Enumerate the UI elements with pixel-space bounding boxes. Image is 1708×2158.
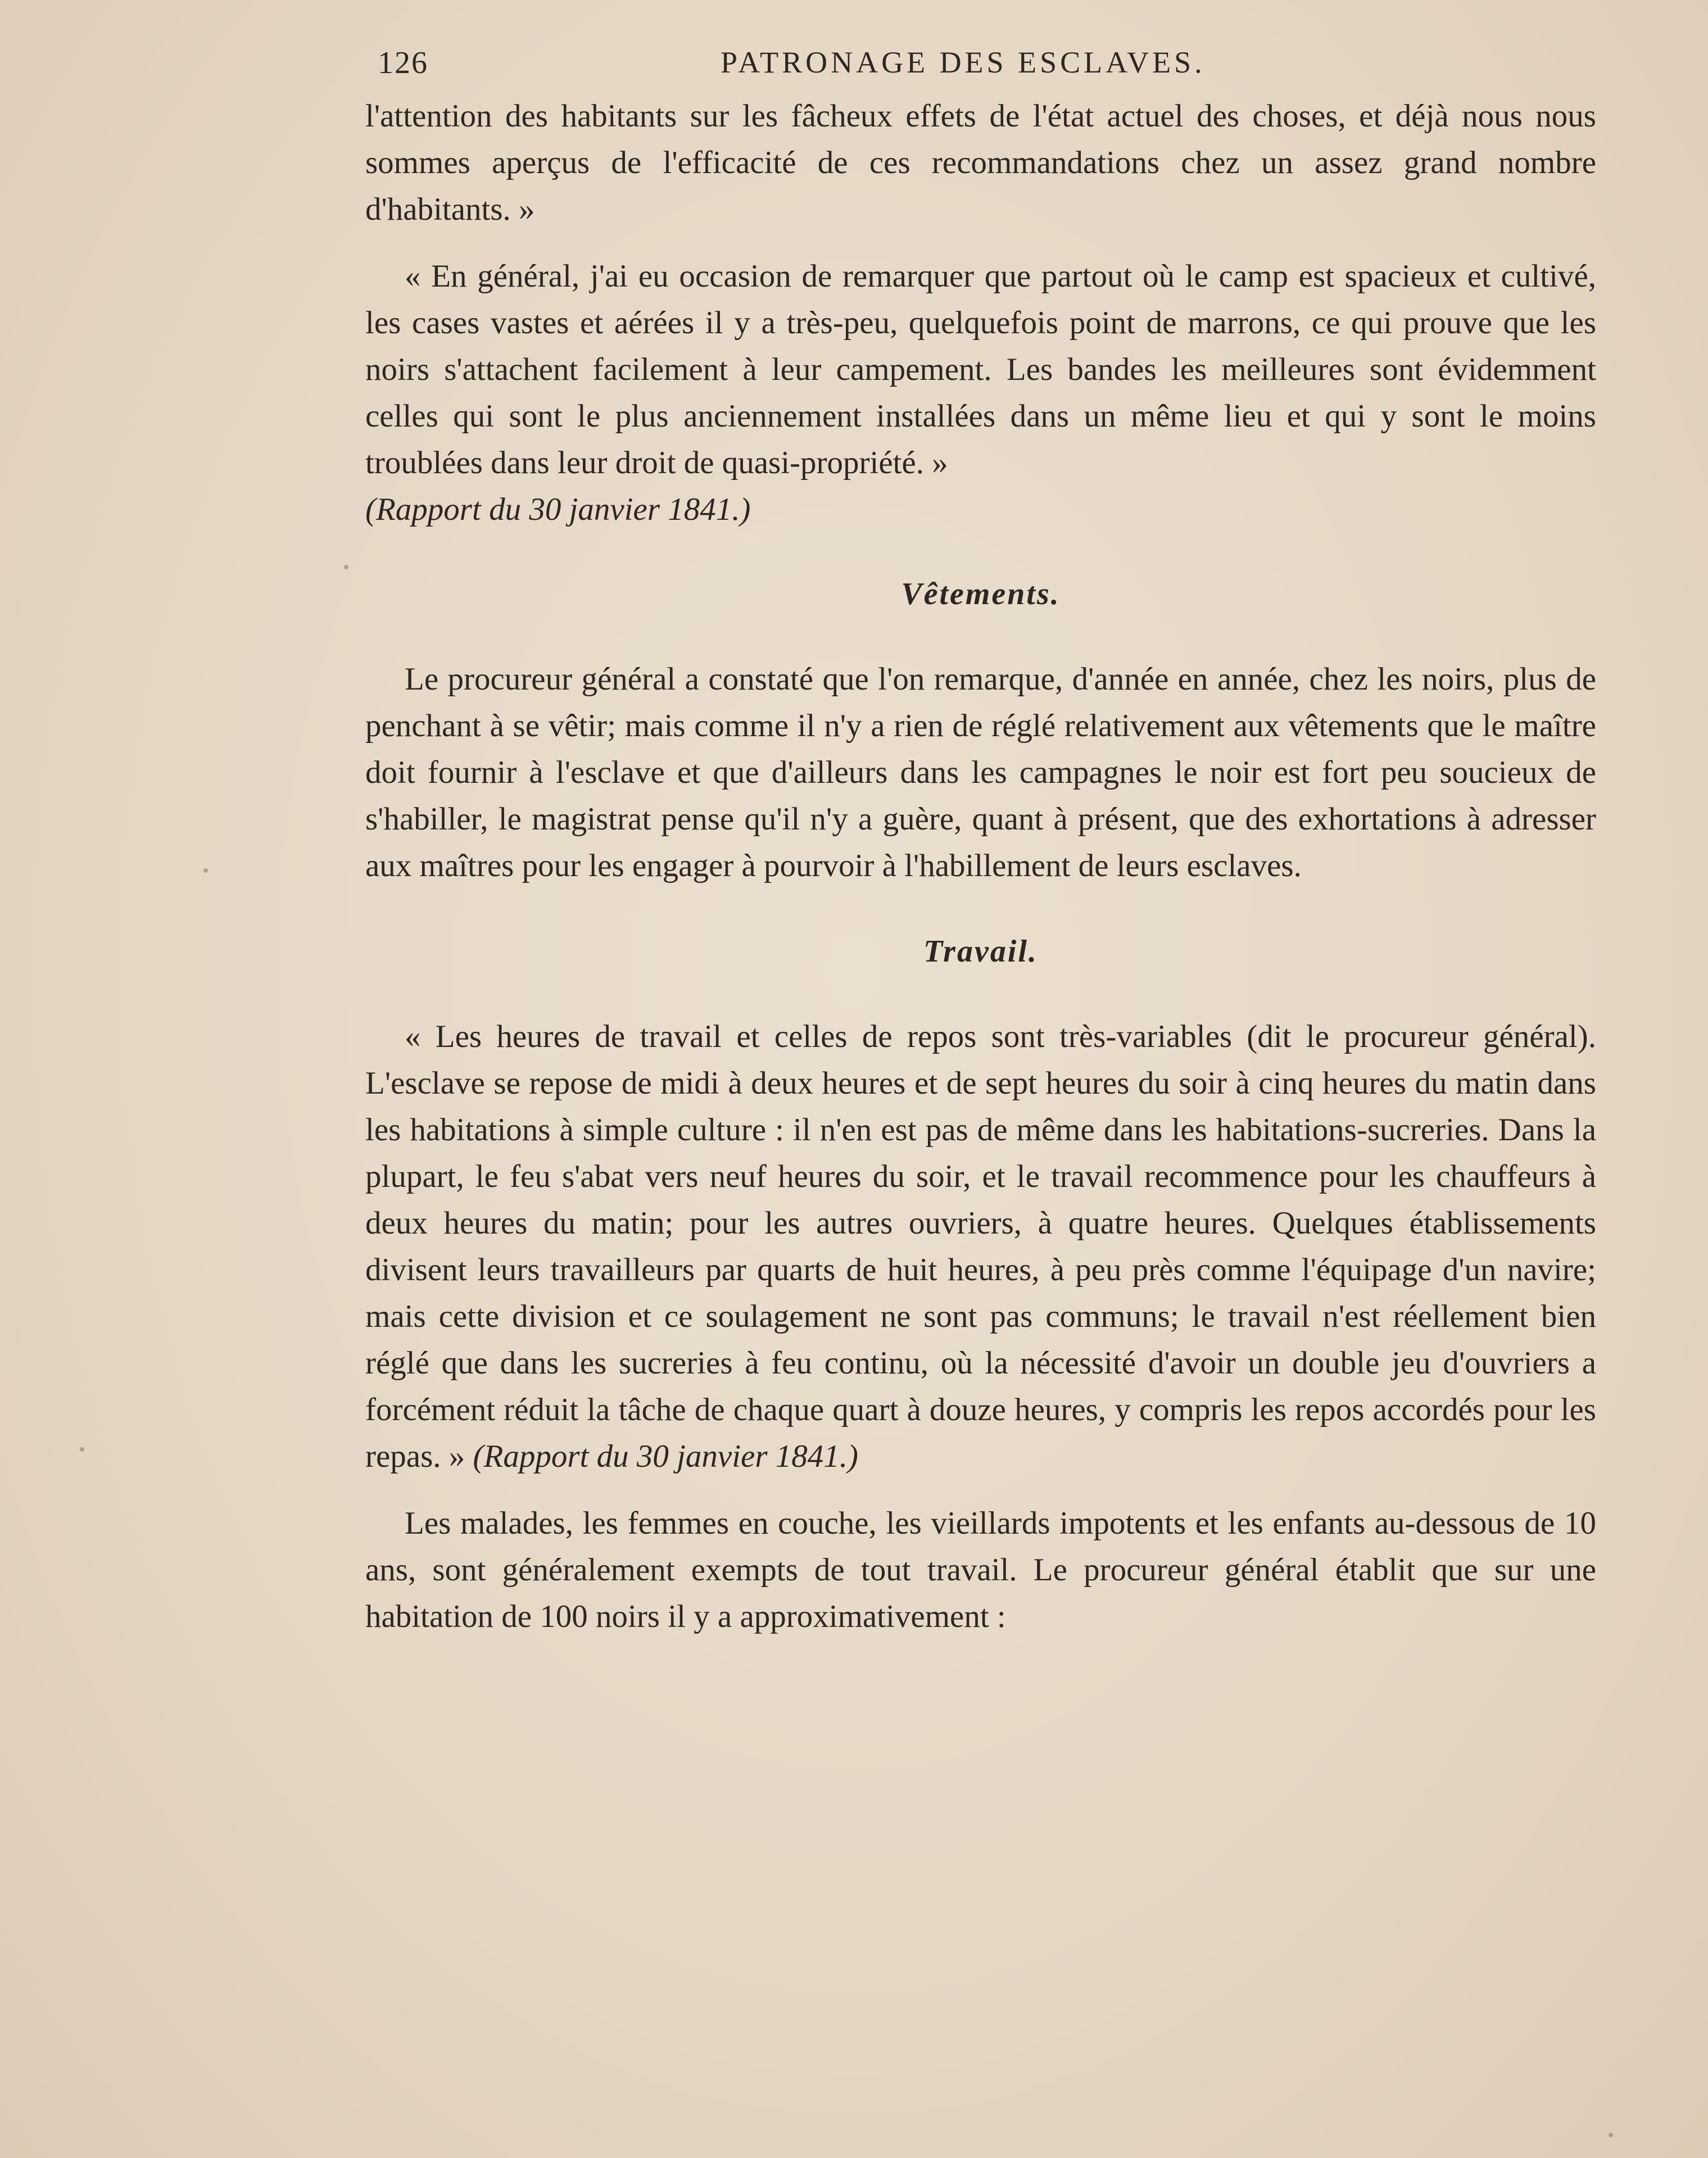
section-title-travail: Travail. (923, 934, 1038, 969)
paragraph-vetements: Le procureur général a constaté que l'on remarque, d'année en année, chez les noirs, plus de penchant à se vêtir; mais comme il n'y a rien de réglé relativement aux vêtements que le maître doit fournir à l'esclave et que d'ailleurs dans les campagnes le noir est fort peu soucieux de s'habiller, le magistrat pense qu'il n'y a guère, quant à présent, que des exhortations à adresser aux maîtres pour les engager à pourvoir à l'habillement de leurs esclaves. (365, 661, 1596, 883)
body-text (365, 93, 1596, 1640)
page-header (378, 39, 1232, 90)
quote-camp-text: « En général, j'ai eu occasion de remarquer que partout où le camp est spacieux et cultivé, les cases vastes et aérées il y a très-peu, quelquefois point de marrons, ce qui prouve que les noirs s'attachent facilement à leur campement. Les bandes les meilleures sont évidemment celles qui sont le plus anciennement installées dans un même lieu et qui y sont le moins troublées dans leur droit de quasi-propriété. » (365, 259, 1596, 480)
paragraph-travail-quote (365, 1013, 1596, 1480)
report-citation-2: (Rapport du 30 janvier 1841.) (473, 1439, 859, 1474)
paper-speck (80, 1447, 84, 1452)
paragraph-quote-camp (365, 253, 1596, 533)
paper-speck (1609, 2133, 1613, 2137)
paper-speck (344, 565, 348, 569)
paragraph-exemptions: Les malades, les femmes en couche, les vieillards impotents et les enfants au-dessous de 10 ans, sont généralement exempts de tout travail. Le procureur général établit que sur une habitation de 100 noirs il y a approximativement : (365, 1506, 1596, 1634)
page-number: 126 (378, 46, 428, 80)
paragraph-continued: l'attention des habitants sur les fâcheux effets de l'état actuel des choses, et déjà nous nous sommes aperçus de l'efficacité de ces recommandations chez un assez grand nombre d'habitants. » (365, 98, 1596, 227)
report-citation-1: (Rapport du 30 janvier 1841.) (365, 492, 751, 527)
travail-quote-text: « Les heures de travail et celles de repos sont très-variables (dit le procureur général). L'esclave se repose de midi à deux heures et de sept heures du soir à cinq heures du matin dans les habitations à simple culture : il n'en est pas de même dans les habitations-sucreries. Dans la plupart, le feu s'abat vers neuf heures du soir, et le travail recommence pour les chauffeurs à deux heures du matin; pour les autres ouvriers, à quatre heures. Quelques établissements divisent leurs travailleurs par quarts de huit heures, à peu près comme l'équipage d'un navire; mais cette division et ce soulagement ne sont pas communs; le travail n'est réellement bien réglé que dans les sucreries à feu continu, où la nécessité d'avoir un double jeu d'ouvriers a forcément réduit la tâche de chaque quart à douze heures, y compris les repos accordés pour les repas. » (365, 1019, 1596, 1474)
paper-speck (203, 868, 208, 873)
section-title-vetements: Vêtements. (901, 577, 1061, 611)
running-title: PATRONAGE DES ESCLAVES. (721, 46, 1206, 79)
